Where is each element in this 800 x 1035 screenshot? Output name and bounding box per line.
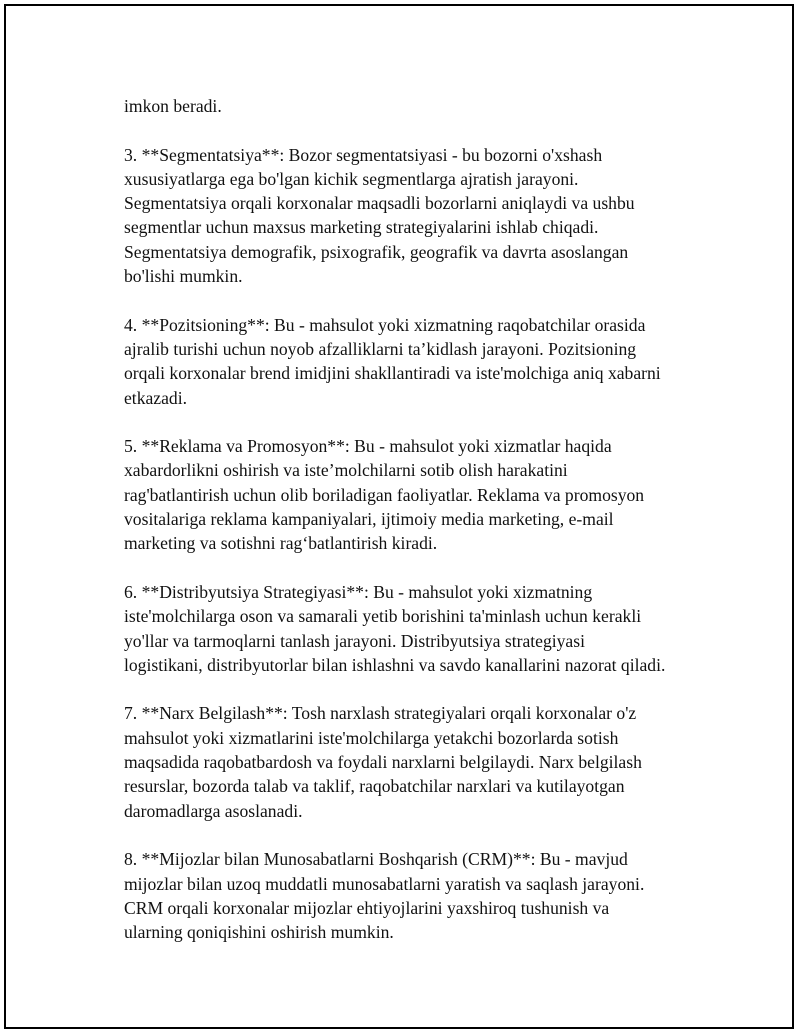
paragraph-reklama-promosyon: 5. **Reklama va Promosyon**: Bu - mahsulot yoki xizmatlar haqida xabardorlikni oshirish va iste’molchilarni sotib olish harakatini rag'batlantirish uchun olib boriladigan faoliyatlar. Reklama va promosyon vositalariga reklama kampaniyalari, ijtimoiy media marketing, e-mail marketing va sotishni rag‘batlantirish kiradi. (124, 436, 645, 554)
page-frame (4, 4, 794, 1029)
paragraph-distribyutsiya: 6. **Distribyutsiya Strategiyasi**: Bu - mahsulot yoki xizmatning iste'molchilarga oson va samarali yetib borishini ta'minlash uchun kerakli yo'llar va tarmoqlarni tanlash jarayoni. Distribyutsiya strategiyasi logistikani, distribyutorlar bilan ishlashni va savdo kanallarini nazorat qiladi. (124, 581, 666, 675)
paragraph-narx-belgilash: 7. **Narx Belgilash**: Tosh narxlash strategiyalari orqali korxonalar o'z mahsulot yoki xizmatlarini iste'molchilarga yetakchi bozorlarda sotish maqsadida raqobatbardosh va foydali narxlarni belgilaydi. Narx belgilash resurslar, bozorda talab va taklif, raqobatchilar narxlari va kutilayotgan daromadlarga asoslanadi. (124, 703, 642, 821)
paragraph-crm: 8. **Mijozlar bilan Munosabatlarni Boshqarish (CRM)**: Bu - mavjud mijozlar bilan uzoq muddatli munosabatlarni yaratish va saqlash jarayoni. CRM orqali korxonalar mijozlar ehtiyojlarini yaxshiroq tushunish va ularning qoniqishini oshirish mumkin. (124, 849, 645, 943)
paragraph-continuation: imkon beradi. (124, 96, 222, 116)
paragraph-segmentatsiya: 3. **Segmentatsiya**: Bozor segmentatsiyasi - bu bozorni o'xshash xususiyatlarga ega bo'lgan kichik segmentlarga ajratish jarayoni. Segmentatsiya orqali korxonalar maqsadli bozorlarni aniqlaydi va ushbu segmentlar uchun maxsus marketing strategiyalarini ishlab chiqadi. Segmentatsiya demografik, psixografik, geografik va davrta asoslangan bo'lishi mumkin. (124, 144, 635, 287)
document-body (124, 94, 704, 969)
paragraph-pozitsioning: 4. **Pozitsioning**: Bu - mahsulot yoki xizmatning raqobatchilar orasida ajralib turishi uchun noyob afzalliklarni ta’kidlash jarayoni. Pozitsioning orqali korxonalar brend imidjini shakllantiradi va iste'molchiga aniq xabarni etkazadi. (124, 314, 661, 408)
